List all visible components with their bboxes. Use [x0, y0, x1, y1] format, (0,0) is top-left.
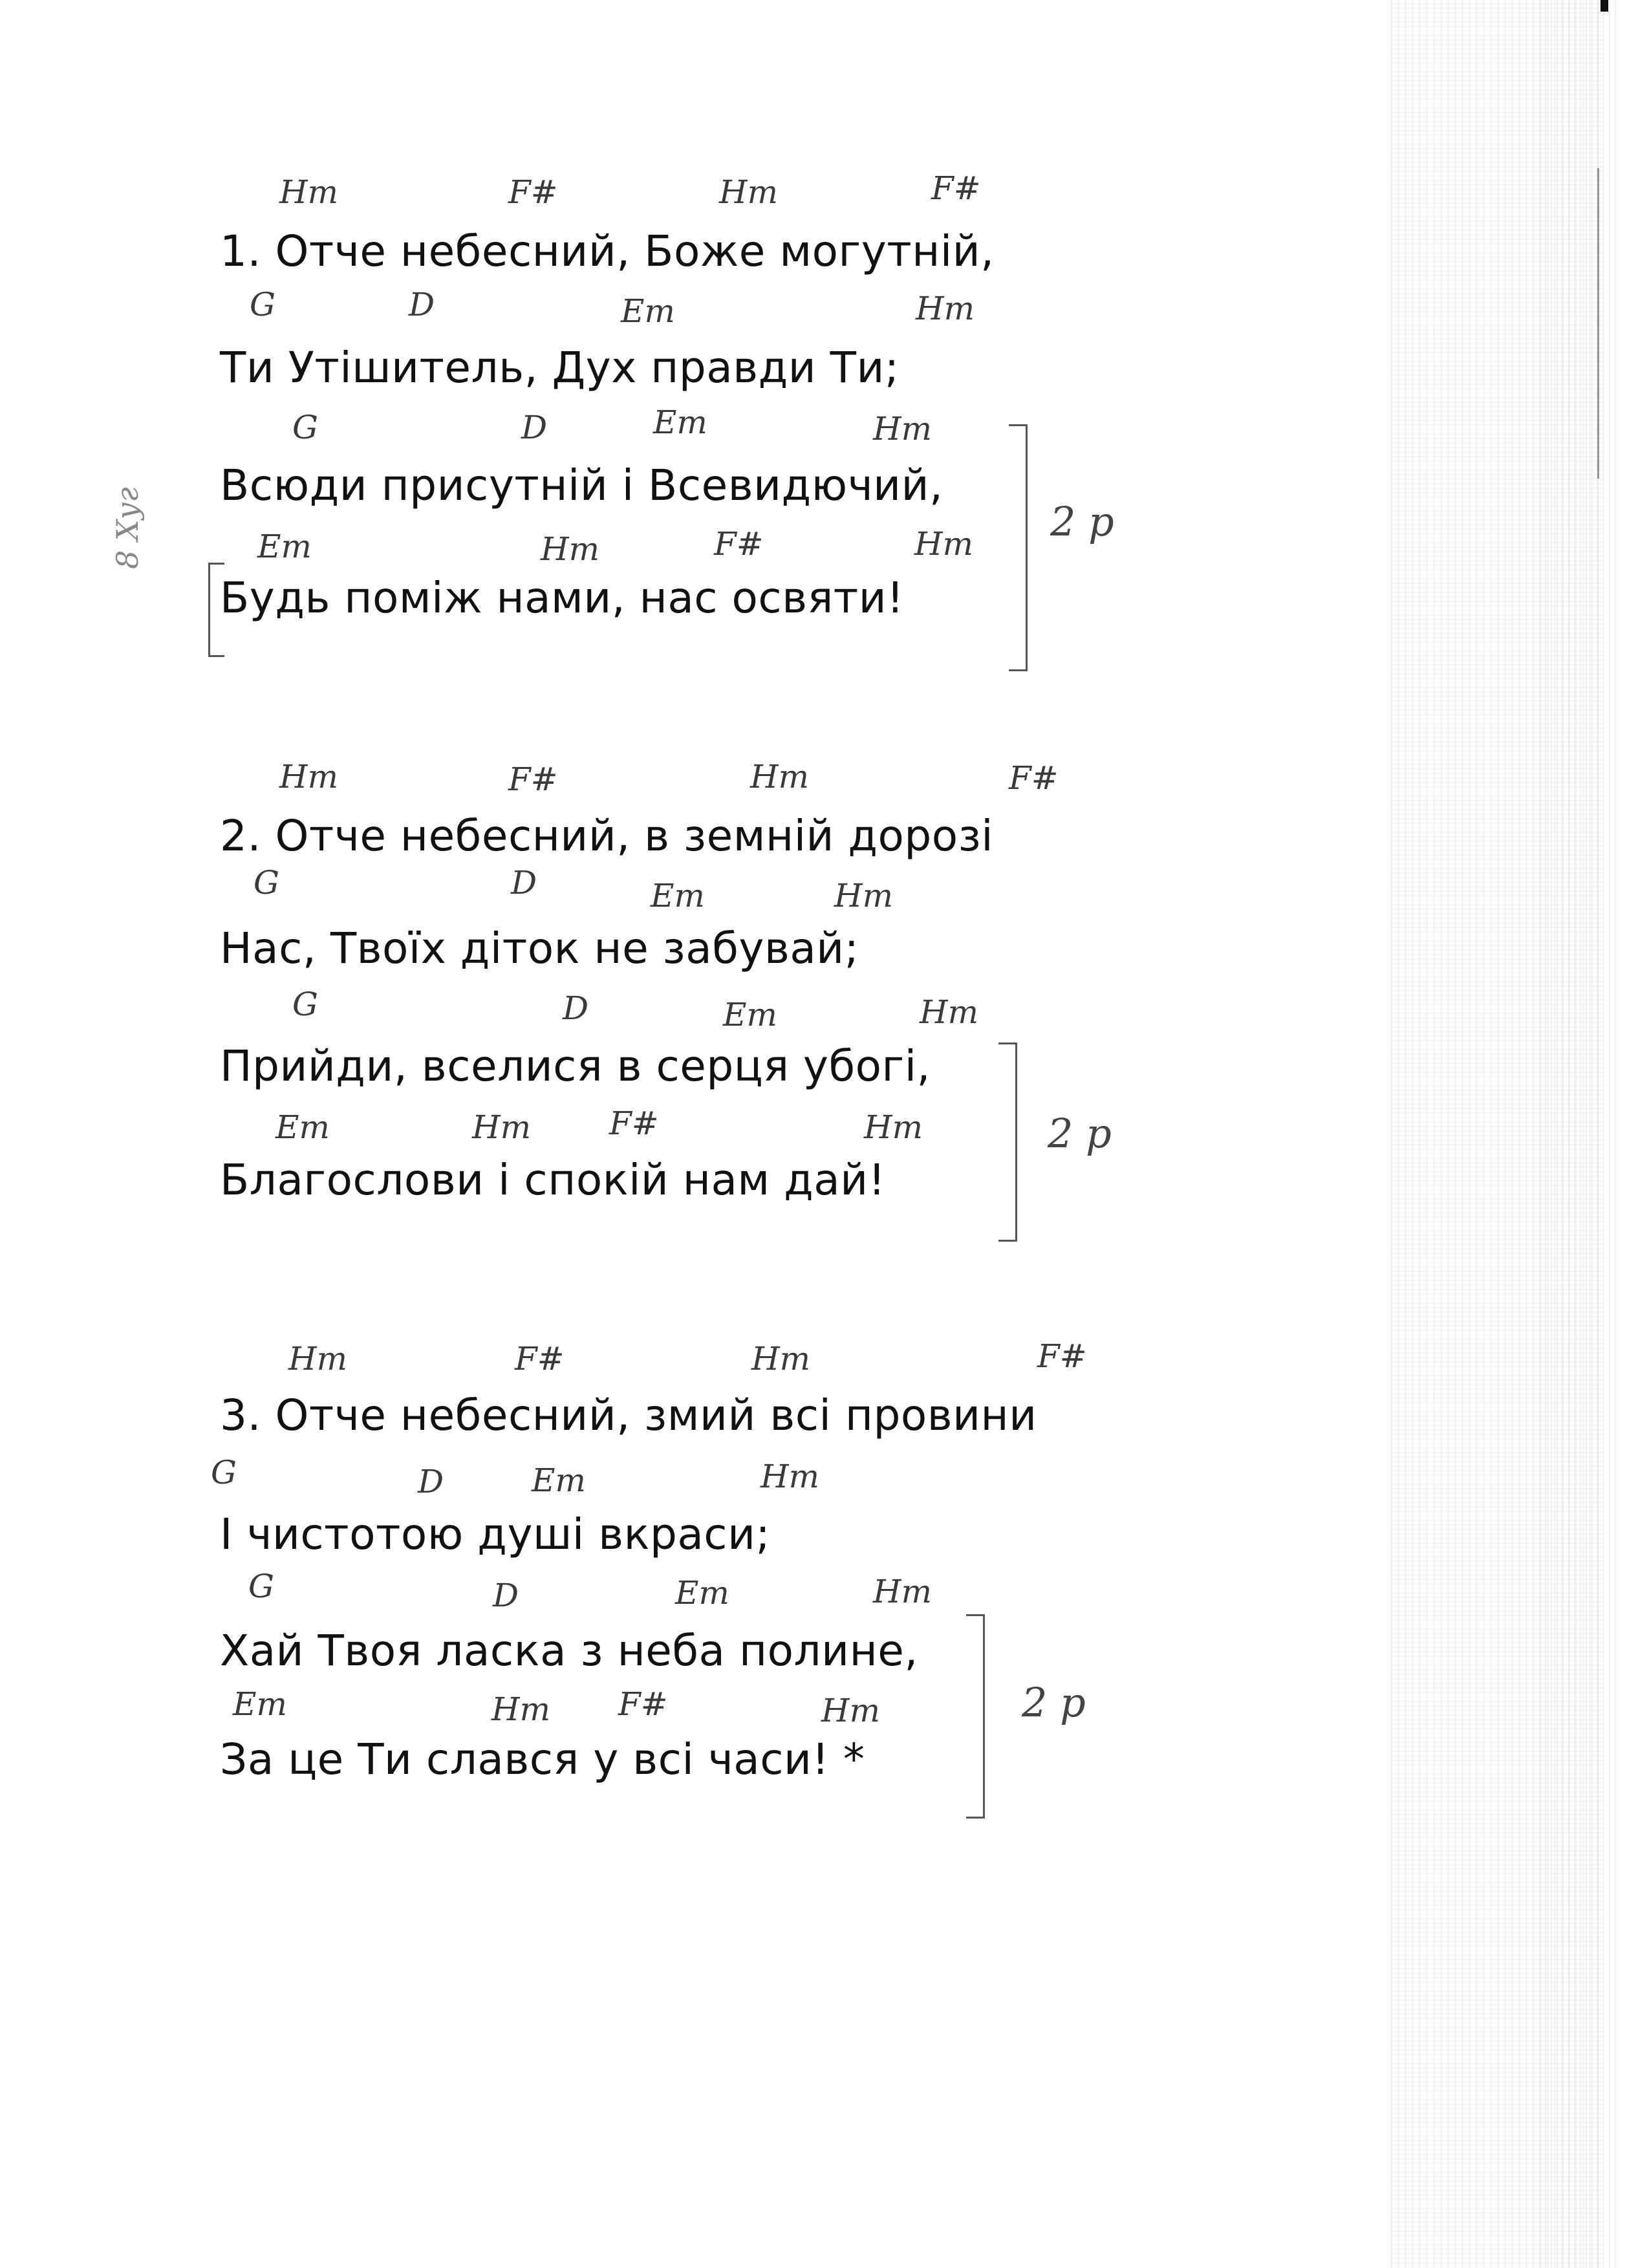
- chord: Hm: [751, 1340, 811, 1377]
- chord: Hm: [541, 530, 600, 568]
- chord: Em: [651, 877, 705, 914]
- lyric-line: [220, 1734, 865, 1784]
- scan-noise-edge: [1539, 0, 1617, 2268]
- chord: Em: [653, 404, 707, 441]
- chord: D: [511, 864, 537, 902]
- chord: Em: [233, 1685, 287, 1723]
- lyric-line: Ти Утішитель, Дух правди Ти;: [220, 343, 900, 393]
- chord: F#: [931, 169, 981, 207]
- handwritten-side-note: 8 Хуг: [110, 487, 145, 569]
- lyric-line: Всюди присутній і Всевидючий,: [220, 460, 943, 510]
- repeat-mark: 2 р: [1022, 1679, 1086, 1726]
- lyric-line: Хай Твоя ласка з неба полине,: [220, 1626, 918, 1676]
- chord: D: [493, 1577, 519, 1614]
- left-bracket: [208, 563, 224, 657]
- chord: Hm: [279, 173, 339, 211]
- repeat-bracket: [998, 1042, 1017, 1242]
- chord: Em: [723, 996, 777, 1033]
- chord: Hm: [914, 525, 974, 563]
- lyric-line: 1. Отче небесний, Боже могутній,: [220, 226, 995, 276]
- chord: G: [292, 409, 318, 446]
- lyric-line: І чистотою душі вкраси;: [220, 1509, 771, 1559]
- repeat-mark: 2 р: [1050, 498, 1114, 545]
- chord: Hm: [719, 173, 779, 211]
- lyric-line: Нас, Твоїх діток не забувай;: [220, 923, 859, 973]
- chord: Hm: [821, 1692, 881, 1729]
- chord: Em: [257, 528, 312, 565]
- lyric-line: Будь поміж нами, нас освяти!: [220, 573, 905, 623]
- chord: Hm: [279, 758, 339, 795]
- chord: G: [248, 1568, 274, 1605]
- repeat-bracket: [1009, 424, 1028, 671]
- chord: D: [563, 989, 589, 1027]
- chord: Hm: [288, 1340, 348, 1377]
- chord: G: [211, 1454, 237, 1491]
- lyric-text: За це Ти слався у всі часи!: [220, 1734, 830, 1784]
- chord: F#: [609, 1105, 659, 1142]
- chord: F#: [1009, 759, 1059, 797]
- chord: F#: [618, 1685, 668, 1723]
- scan-edge-line: [1597, 168, 1599, 479]
- chord: Hm: [834, 877, 894, 914]
- chord: Hm: [472, 1108, 532, 1146]
- lyric-line: 3. Отче небесний, змий всі провини: [220, 1390, 1037, 1440]
- chord: D: [418, 1463, 444, 1500]
- chord: D: [409, 286, 435, 323]
- lyric-line: Благослови і спокій нам дай!: [220, 1155, 886, 1205]
- chord: Hm: [864, 1108, 923, 1146]
- chord: Em: [675, 1574, 729, 1612]
- chord: F#: [515, 1340, 565, 1377]
- chord: G: [253, 864, 279, 902]
- chord: Em: [275, 1108, 330, 1146]
- chord: G: [250, 286, 275, 323]
- chord: Hm: [920, 993, 979, 1031]
- chord: F#: [714, 525, 764, 563]
- chord: Hm: [916, 290, 975, 327]
- scan-corner-mark: [1600, 0, 1608, 12]
- chord: G: [292, 986, 318, 1023]
- chord: Hm: [873, 1573, 932, 1610]
- chord: F#: [508, 173, 558, 211]
- repeat-mark: 2 р: [1048, 1110, 1112, 1157]
- chord: F#: [508, 761, 558, 798]
- chord: Hm: [750, 758, 810, 795]
- chord: F#: [1037, 1337, 1087, 1375]
- chord: Hm: [760, 1458, 820, 1495]
- chord: Hm: [491, 1690, 551, 1728]
- chord: Hm: [873, 410, 932, 448]
- chord: Em: [621, 292, 675, 330]
- lyric-line: Прийди, вселися в серця убогі,: [220, 1041, 931, 1091]
- repeat-bracket: [966, 1614, 985, 1819]
- lyric-line: 2. Отче небесний, в земній дорозі: [220, 811, 994, 861]
- chord: Em: [532, 1462, 586, 1499]
- chord: D: [521, 409, 548, 446]
- asterisk-mark: *: [843, 1734, 865, 1784]
